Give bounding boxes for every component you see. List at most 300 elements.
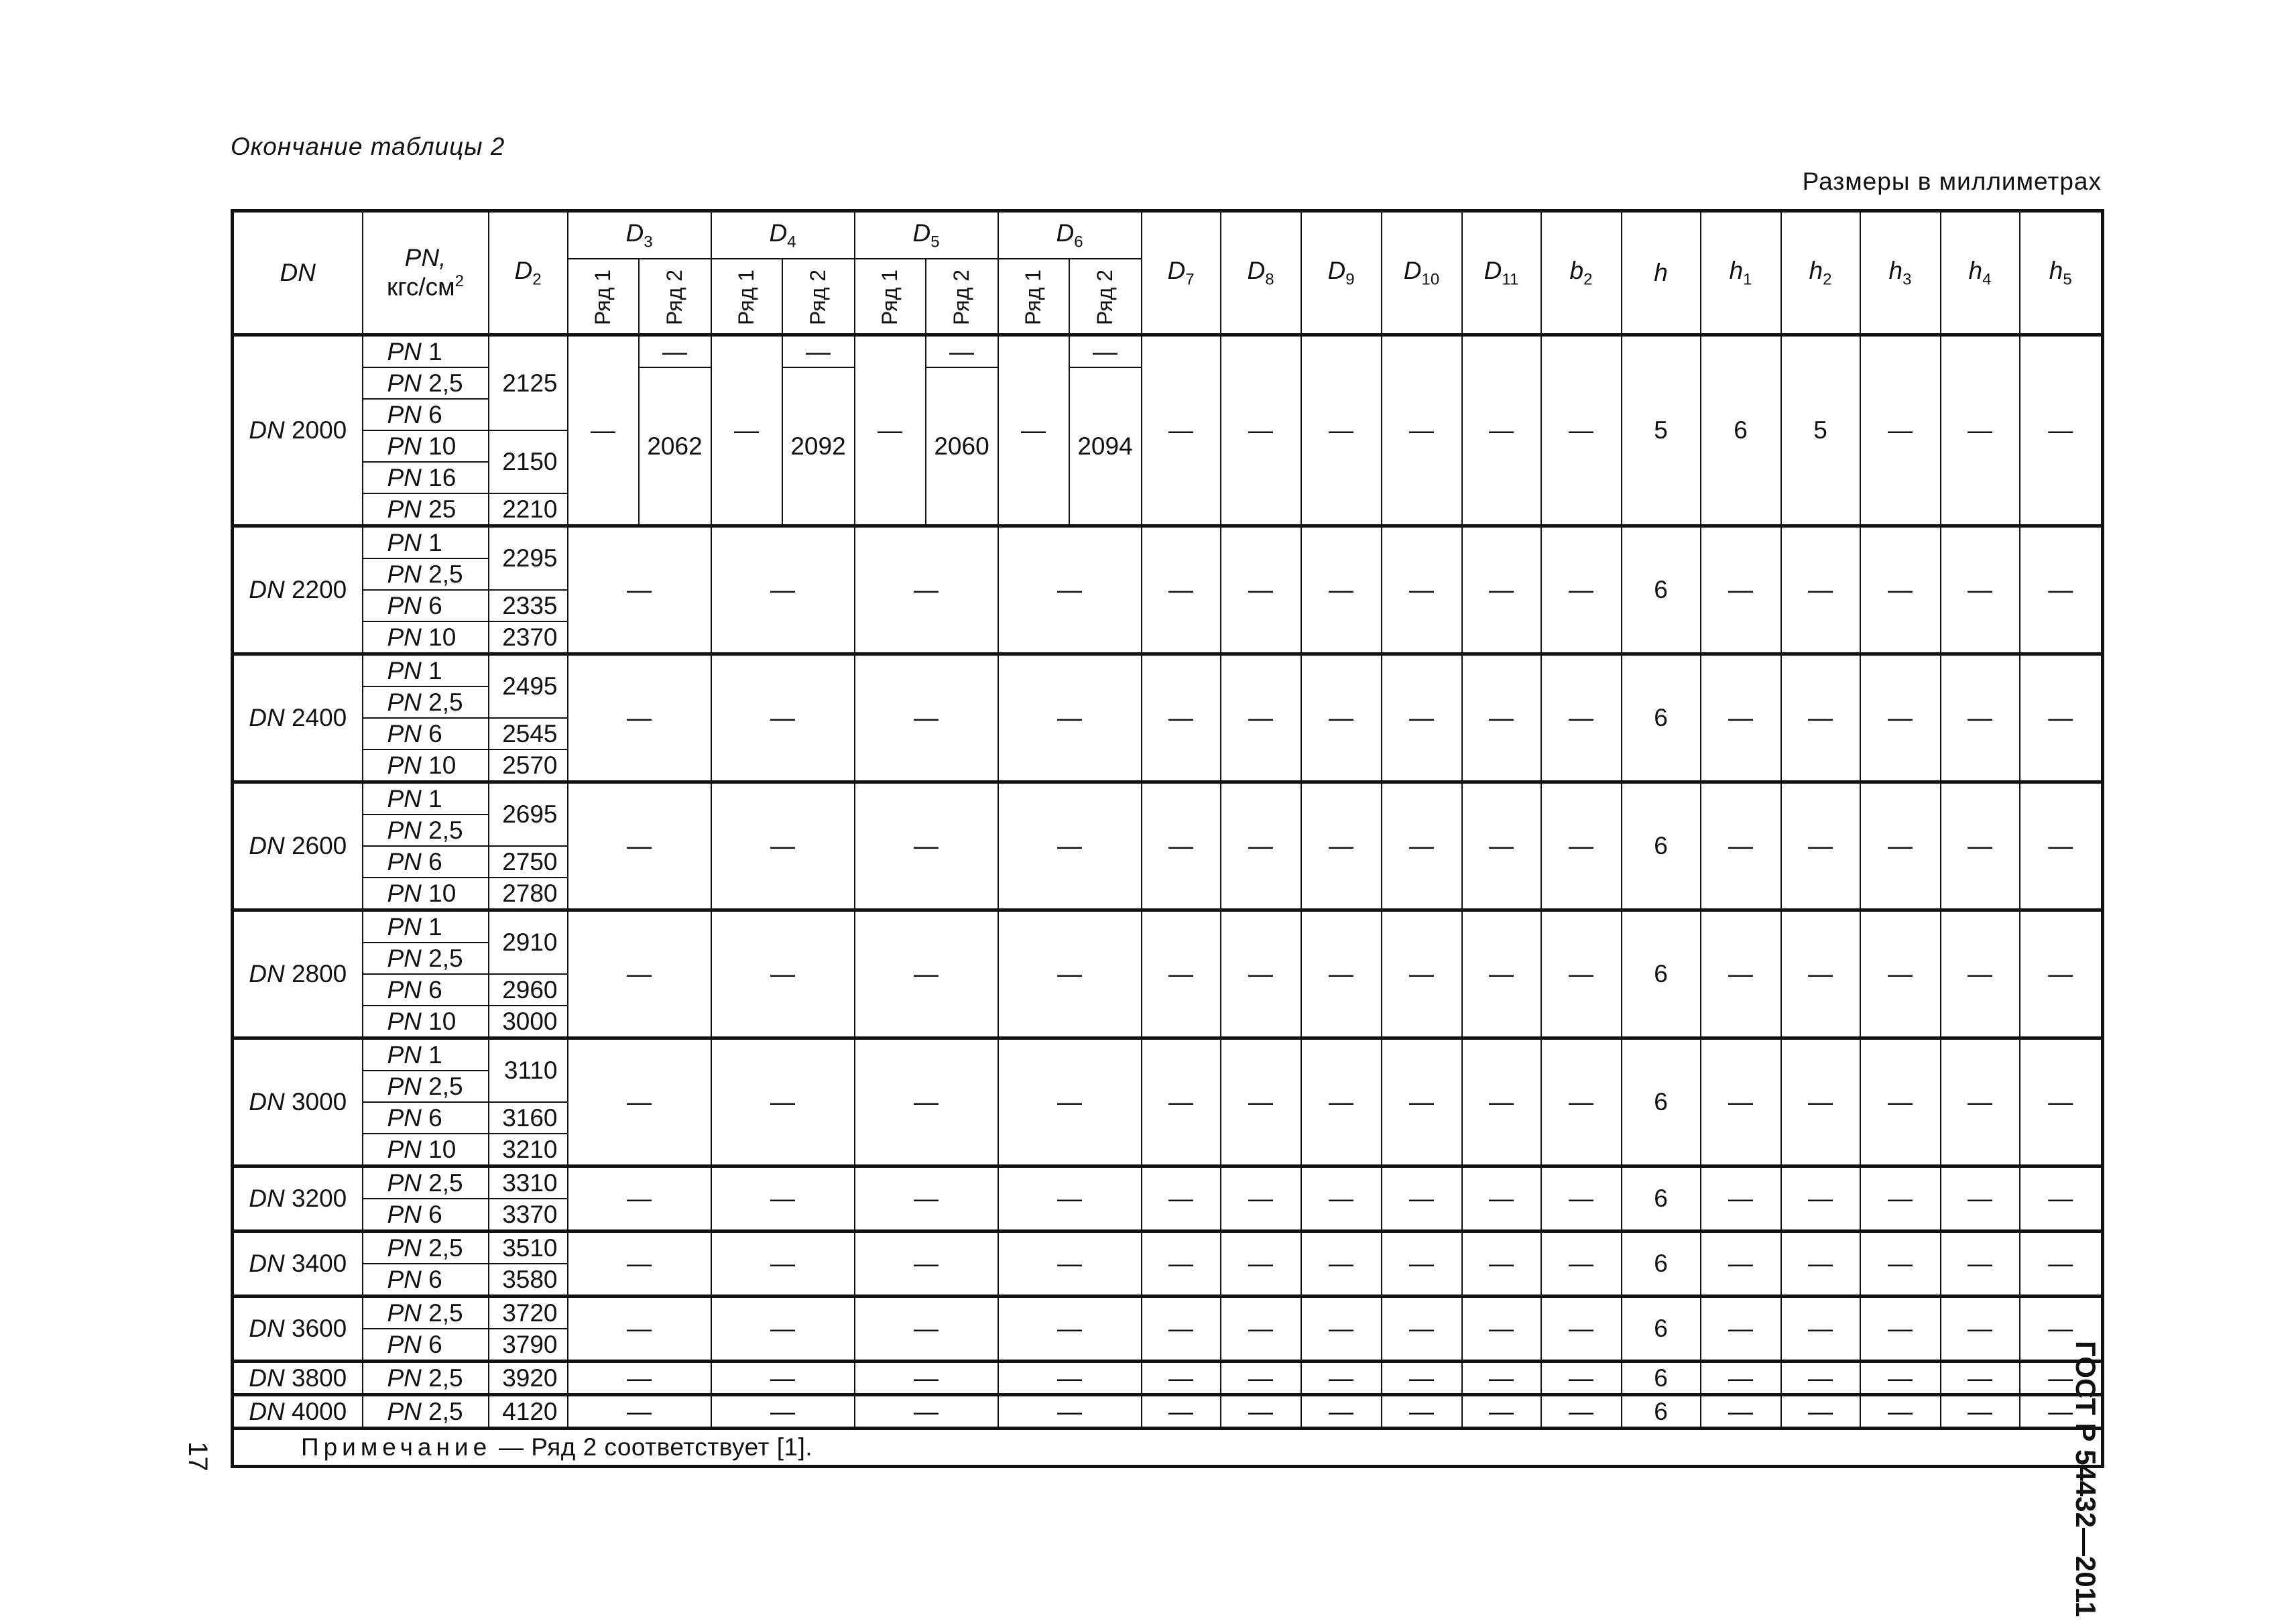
header-dn: DN <box>233 211 363 335</box>
h2-cell: — <box>1781 1166 1860 1231</box>
h1-cell: — <box>1701 1297 1781 1362</box>
dash-cell: — <box>1301 1297 1382 1362</box>
dash-cell: — <box>711 1297 855 1362</box>
dash-cell: — <box>568 1362 711 1395</box>
header-d4: $D_4$ <box>711 211 855 259</box>
dash-cell: — <box>1462 654 1541 782</box>
h2-cell: — <box>1781 782 1860 910</box>
dash-cell: — <box>568 782 711 910</box>
d2-cell: 2295 <box>489 526 568 591</box>
dash-cell: — <box>1860 910 1941 1038</box>
h1-cell: — <box>1701 1038 1781 1166</box>
dash-cell: — <box>711 782 855 910</box>
dash-cell: — <box>2020 654 2103 782</box>
h-cell: 6 <box>1622 1231 1701 1297</box>
h-cell: 6 <box>1622 1166 1701 1231</box>
dash-cell: — <box>1382 1297 1462 1362</box>
dash-cell: — <box>1142 654 1221 782</box>
dash-cell: — <box>2020 1166 2103 1231</box>
table-row <box>233 1429 2103 1467</box>
dash-cell: — <box>1382 526 1462 654</box>
d2-cell: 3310 <box>489 1166 568 1199</box>
dash-cell: — <box>568 1231 711 1297</box>
h2-cell: — <box>1781 1395 1860 1429</box>
dash-cell: — <box>1142 1166 1221 1231</box>
h-cell: 6 <box>1622 1395 1701 1429</box>
dash-cell: — <box>1941 654 2020 782</box>
dash-cell: — <box>2020 910 2103 1038</box>
dash-cell: — <box>1142 526 1221 654</box>
table-row <box>233 1395 2103 1429</box>
header-h3: $h_3$ <box>1860 211 1941 335</box>
pn-cell: PN 6 <box>363 399 489 430</box>
d2-cell: 3370 <box>489 1199 568 1231</box>
pn-cell: PN 10 <box>363 878 489 910</box>
pn-cell: PN 2,5 <box>363 686 489 718</box>
table-row <box>233 526 2103 559</box>
dash-cell: — <box>1860 1297 1941 1362</box>
h-cell: 6 <box>1622 654 1701 782</box>
dash-cell: — <box>1541 1395 1622 1429</box>
header-h1: $h_1$ <box>1701 211 1781 335</box>
pn-cell: PN 2,5 <box>363 1395 489 1429</box>
dash-cell: — <box>998 1231 1142 1297</box>
dash-cell: — <box>1221 1362 1301 1395</box>
dash-cell: — <box>1462 526 1541 654</box>
d2-cell: 3790 <box>489 1329 568 1362</box>
h-cell: 5 <box>1622 335 1701 526</box>
dash-cell: — <box>1301 654 1382 782</box>
dash-cell: — <box>711 1038 855 1166</box>
dash-cell: — <box>1221 1231 1301 1297</box>
units-label: Размеры в миллиметрах <box>1802 168 2102 195</box>
dash-cell: — <box>568 654 711 782</box>
dash-cell: — <box>1142 1362 1221 1395</box>
dn-cell: DN 3400 <box>233 1231 363 1297</box>
dash-cell: — <box>568 1395 711 1429</box>
h1-cell: — <box>1701 1166 1781 1231</box>
dash-cell: — <box>1541 335 1622 526</box>
dash-cell: — <box>1541 1166 1622 1231</box>
dn-cell: DN 3800 <box>233 1362 363 1395</box>
h2-cell: — <box>1781 1297 1860 1362</box>
dash-cell: — <box>855 782 998 910</box>
d4-row1-cell: — <box>711 335 782 526</box>
header-d11: $D_{11}$ <box>1462 211 1541 335</box>
dash-cell: — <box>998 1166 1142 1231</box>
pn-cell: PN 1 <box>363 654 489 687</box>
dash-cell: — <box>711 1362 855 1395</box>
pn-cell: PN 6 <box>363 1102 489 1134</box>
dash-cell: — <box>1221 1297 1301 1362</box>
dash-cell: — <box>1221 1038 1301 1166</box>
dash-cell: — <box>1382 1395 1462 1429</box>
dash-cell: — <box>855 526 998 654</box>
dash-cell: — <box>998 1395 1142 1429</box>
d2-cell: 2545 <box>489 718 568 749</box>
dash-cell: — <box>1860 782 1941 910</box>
dash-cell: — <box>1301 1362 1382 1395</box>
table-row <box>233 654 2103 687</box>
dash-cell: — <box>1860 335 1941 526</box>
dash-cell: — <box>1941 1038 2020 1166</box>
dash-cell: — <box>1541 1297 1622 1362</box>
dash-cell: — <box>1941 335 2020 526</box>
pn-cell: PN 1 <box>363 910 489 943</box>
dash-cell: — <box>1941 1166 2020 1231</box>
pn-cell: PN 1 <box>363 1038 489 1071</box>
pn-cell: PN 25 <box>363 493 489 526</box>
dash-cell: — <box>1541 1231 1622 1297</box>
pn-cell: PN 2,5 <box>363 1297 489 1329</box>
d6-row1-cell: — <box>998 335 1069 526</box>
h-cell: 6 <box>1622 1362 1701 1395</box>
h2-cell: — <box>1781 1231 1860 1297</box>
dash-cell: — <box>2020 526 2103 654</box>
dash-cell: — <box>1221 526 1301 654</box>
h2-cell: — <box>1781 910 1860 1038</box>
d6-row2-cell: — <box>1069 335 1142 368</box>
dash-cell: — <box>1382 910 1462 1038</box>
d2-cell: 3720 <box>489 1297 568 1329</box>
dash-cell: — <box>855 1297 998 1362</box>
dash-cell: — <box>1941 782 2020 910</box>
dash-cell: — <box>1860 654 1941 782</box>
h1-cell: 6 <box>1701 335 1781 526</box>
header-h5: $h_5$ <box>2020 211 2103 335</box>
d2-cell: 3510 <box>489 1231 568 1264</box>
pn-cell: PN 2,5 <box>363 558 489 590</box>
dash-cell: — <box>1221 910 1301 1038</box>
dash-cell: — <box>1462 1231 1541 1297</box>
dash-cell: — <box>1221 1395 1301 1429</box>
d2-cell: 3210 <box>489 1134 568 1166</box>
dash-cell: — <box>1382 782 1462 910</box>
dash-cell: — <box>568 1297 711 1362</box>
dash-cell: — <box>1382 654 1462 782</box>
dash-cell: — <box>568 910 711 1038</box>
dash-cell: — <box>998 910 1142 1038</box>
header-d2: $D_2$ <box>489 211 568 335</box>
d2-cell: 2750 <box>489 846 568 878</box>
h2-cell: — <box>1781 654 1860 782</box>
dash-cell: — <box>1301 1231 1382 1297</box>
dash-cell: — <box>998 526 1142 654</box>
dash-cell: — <box>1142 1231 1221 1297</box>
dn-cell: DN 3200 <box>233 1166 363 1231</box>
d3-row1-cell: — <box>568 335 639 526</box>
dash-cell: — <box>1941 1395 2020 1429</box>
dash-cell: — <box>2020 1395 2103 1429</box>
d3-row2-cell: — <box>639 335 711 368</box>
dash-cell: — <box>1941 1362 2020 1395</box>
d2-cell: 2150 <box>489 430 568 493</box>
d2-cell: 2495 <box>489 654 568 719</box>
pn-cell: PN 2,5 <box>363 1071 489 1102</box>
d2-cell: 2780 <box>489 878 568 910</box>
pn-cell: PN 6 <box>363 974 489 1006</box>
pn-cell: PN 2,5 <box>363 815 489 846</box>
dash-cell: — <box>1142 910 1221 1038</box>
dn-cell: DN 2600 <box>233 782 363 910</box>
table-row <box>233 910 2103 943</box>
table-note: Примечание — Ряд 2 соответствует [1]. <box>233 1429 2103 1467</box>
header-d10: $D_{10}$ <box>1382 211 1462 335</box>
dash-cell: — <box>1142 335 1221 526</box>
header-h: h <box>1622 211 1701 335</box>
header-h4: $h_4$ <box>1941 211 2020 335</box>
dash-cell: — <box>1382 1362 1462 1395</box>
dash-cell: — <box>1541 526 1622 654</box>
pn-cell: PN 2,5 <box>363 1231 489 1264</box>
dash-cell: — <box>1462 1297 1541 1362</box>
d2-cell: 3580 <box>489 1264 568 1297</box>
dash-cell: — <box>1860 1362 1941 1395</box>
d2-cell: 2210 <box>489 493 568 526</box>
table-row <box>233 782 2103 815</box>
dash-cell: — <box>2020 1362 2103 1395</box>
header-d6-row2: Ряд 2 <box>1069 259 1142 335</box>
h2-cell: 5 <box>1781 335 1860 526</box>
dash-cell: — <box>1142 782 1221 910</box>
h2-cell: — <box>1781 1038 1860 1166</box>
header-d5-row1: Ряд 1 <box>855 259 926 335</box>
dash-cell: — <box>855 910 998 1038</box>
h1-cell: — <box>1701 1362 1781 1395</box>
dash-cell: — <box>855 1362 998 1395</box>
dash-cell: — <box>998 1038 1142 1166</box>
d2-cell: 3160 <box>489 1102 568 1134</box>
row2-value-cell: 2092 <box>782 367 855 526</box>
header-d3-row1: Ряд 1 <box>568 259 639 335</box>
pn-cell: PN 1 <box>363 335 489 368</box>
dash-cell: — <box>1142 1038 1221 1166</box>
dash-cell: — <box>1301 1395 1382 1429</box>
dash-cell: — <box>1301 526 1382 654</box>
pn-cell: PN 2,5 <box>363 367 489 399</box>
pn-cell: PN 6 <box>363 590 489 621</box>
table-row <box>233 335 2103 368</box>
pn-cell: PN 6 <box>363 846 489 878</box>
pn-cell: PN 10 <box>363 430 489 462</box>
d2-cell: 3110 <box>489 1038 568 1103</box>
dash-cell: — <box>1941 526 2020 654</box>
table-row <box>233 1297 2103 1329</box>
dash-cell: — <box>998 782 1142 910</box>
dash-cell: — <box>1382 1038 1462 1166</box>
dash-cell: — <box>1462 910 1541 1038</box>
dash-cell: — <box>568 526 711 654</box>
dash-cell: — <box>1860 1395 1941 1429</box>
h-cell: 6 <box>1622 782 1701 910</box>
pn-cell: PN 10 <box>363 621 489 654</box>
dash-cell: — <box>1142 1395 1221 1429</box>
dash-cell: — <box>711 1231 855 1297</box>
dash-cell: — <box>1541 1362 1622 1395</box>
header-d3: $D_3$ <box>568 211 711 259</box>
dash-cell: — <box>1462 1395 1541 1429</box>
dash-cell: — <box>1221 654 1301 782</box>
dash-cell: — <box>1941 1297 2020 1362</box>
h-cell: 6 <box>1622 1297 1701 1362</box>
dn-cell: DN 2000 <box>233 335 363 526</box>
row2-value-cell: 2062 <box>639 367 711 526</box>
dash-cell: — <box>1221 782 1301 910</box>
dash-cell: — <box>1301 335 1382 526</box>
dash-cell: — <box>1462 335 1541 526</box>
table-row <box>233 1166 2103 1199</box>
d2-cell: 2335 <box>489 590 568 621</box>
header-d5-row2: Ряд 2 <box>926 259 998 335</box>
header-d4-row2: Ряд 2 <box>782 259 855 335</box>
dash-cell: — <box>1860 526 1941 654</box>
dash-cell: — <box>1382 335 1462 526</box>
dash-cell: — <box>1941 910 2020 1038</box>
d5-row1-cell: — <box>855 335 926 526</box>
header-d7: $D_7$ <box>1142 211 1221 335</box>
d2-cell: 2695 <box>489 782 568 847</box>
d2-cell: 2910 <box>489 910 568 975</box>
header-h2: $h_2$ <box>1781 211 1860 335</box>
table-row <box>233 1362 2103 1395</box>
pn-cell: PN 1 <box>363 526 489 559</box>
dn-cell: DN 2200 <box>233 526 363 654</box>
dn-cell: DN 4000 <box>233 1395 363 1429</box>
dash-cell: — <box>711 910 855 1038</box>
table-row <box>233 1231 2103 1264</box>
dash-cell: — <box>1941 1231 2020 1297</box>
dash-cell: — <box>1462 782 1541 910</box>
dn-cell: DN 2400 <box>233 654 363 782</box>
dash-cell: — <box>855 1166 998 1231</box>
dash-cell: — <box>1462 1362 1541 1395</box>
pn-cell: PN 6 <box>363 1199 489 1231</box>
header-pn: PN, кгс/$см^2$ <box>363 211 489 335</box>
header-b2: $b_2$ <box>1541 211 1622 335</box>
header-d5: $D_5$ <box>855 211 998 259</box>
h-cell: 6 <box>1622 526 1701 654</box>
pn-cell: PN 16 <box>363 462 489 493</box>
dash-cell: — <box>998 654 1142 782</box>
dash-cell: — <box>1860 1166 1941 1231</box>
dash-cell: — <box>1221 1166 1301 1231</box>
table-row <box>233 1038 2103 1071</box>
dash-cell: — <box>1860 1038 1941 1166</box>
d5-row2-cell: — <box>926 335 998 368</box>
dash-cell: — <box>568 1038 711 1166</box>
h-cell: 6 <box>1622 1038 1701 1166</box>
dash-cell: — <box>1382 1166 1462 1231</box>
dash-cell: — <box>2020 1297 2103 1362</box>
d2-cell: 2125 <box>489 335 568 431</box>
d4-row2-cell: — <box>782 335 855 368</box>
dash-cell: — <box>1541 910 1622 1038</box>
dash-cell: — <box>1541 654 1622 782</box>
dash-cell: — <box>568 1166 711 1231</box>
pn-cell: PN 2,5 <box>363 1166 489 1199</box>
dash-cell: — <box>1462 1166 1541 1231</box>
pn-cell: PN 6 <box>363 1329 489 1362</box>
pn-cell: PN 6 <box>363 1264 489 1297</box>
dash-cell: — <box>2020 1231 2103 1297</box>
standard-designation: ГОСТ Р 54432—2011 <box>2070 1341 2102 1618</box>
header-d9: $D_9$ <box>1301 211 1382 335</box>
dn-cell: DN 2800 <box>233 910 363 1038</box>
dash-cell: — <box>1301 1166 1382 1231</box>
pn-cell: PN 2,5 <box>363 1362 489 1395</box>
dash-cell: — <box>1541 1038 1622 1166</box>
dash-cell: — <box>1541 782 1622 910</box>
header-d4-row1: Ряд 1 <box>711 259 782 335</box>
dash-cell: — <box>1462 1038 1541 1166</box>
dn-cell: DN 3000 <box>233 1038 363 1166</box>
pn-cell: PN 6 <box>363 718 489 749</box>
dash-cell: — <box>1142 1297 1221 1362</box>
header-d6: $D_6$ <box>998 211 1142 259</box>
h1-cell: — <box>1701 1395 1781 1429</box>
d2-cell: 2960 <box>489 974 568 1006</box>
d2-cell: 2370 <box>489 621 568 654</box>
pn-cell: PN 2,5 <box>363 943 489 974</box>
dash-cell: — <box>711 526 855 654</box>
dash-cell: — <box>1301 782 1382 910</box>
h1-cell: — <box>1701 782 1781 910</box>
h-cell: 6 <box>1622 910 1701 1038</box>
h2-cell: — <box>1781 1362 1860 1395</box>
h1-cell: — <box>1701 1231 1781 1297</box>
d2-cell: 3000 <box>489 1006 568 1038</box>
header-d8: $D_8$ <box>1221 211 1301 335</box>
d2-cell: 4120 <box>489 1395 568 1429</box>
dash-cell: — <box>855 1395 998 1429</box>
dn-cell: DN 3600 <box>233 1297 363 1362</box>
dash-cell: — <box>1382 1231 1462 1297</box>
dash-cell: — <box>1301 1038 1382 1166</box>
dash-cell: — <box>2020 1038 2103 1166</box>
dash-cell: — <box>711 1395 855 1429</box>
h1-cell: — <box>1701 910 1781 1038</box>
dash-cell: — <box>1301 910 1382 1038</box>
h1-cell: — <box>1701 526 1781 654</box>
h2-cell: — <box>1781 526 1860 654</box>
pn-cell: PN 10 <box>363 749 489 782</box>
dash-cell: — <box>2020 782 2103 910</box>
dash-cell: — <box>711 1166 855 1231</box>
dash-cell: — <box>855 1231 998 1297</box>
dash-cell: — <box>1221 335 1301 526</box>
header-d3-row2: Ряд 2 <box>639 259 711 335</box>
dash-cell: — <box>998 1362 1142 1395</box>
dash-cell: — <box>1860 1231 1941 1297</box>
dash-cell: — <box>855 654 998 782</box>
header-d6-row1: Ряд 1 <box>998 259 1069 335</box>
row2-value-cell: 2060 <box>926 367 998 526</box>
table-caption: Окончание таблицы 2 <box>231 133 505 160</box>
note-prefix: Примечание <box>301 1433 492 1461</box>
d2-cell: 3920 <box>489 1362 568 1395</box>
dash-cell: — <box>711 654 855 782</box>
dash-cell: — <box>998 1297 1142 1362</box>
d2-cell: 2570 <box>489 749 568 782</box>
dash-cell: — <box>855 1038 998 1166</box>
pn-cell: PN 1 <box>363 782 489 815</box>
page-number: 17 <box>182 1441 213 1471</box>
h1-cell: — <box>1701 654 1781 782</box>
pn-cell: PN 10 <box>363 1006 489 1038</box>
flange-dimensions-table <box>231 209 2104 1468</box>
dash-cell: — <box>2020 335 2103 526</box>
pn-cell: PN 10 <box>363 1134 489 1166</box>
